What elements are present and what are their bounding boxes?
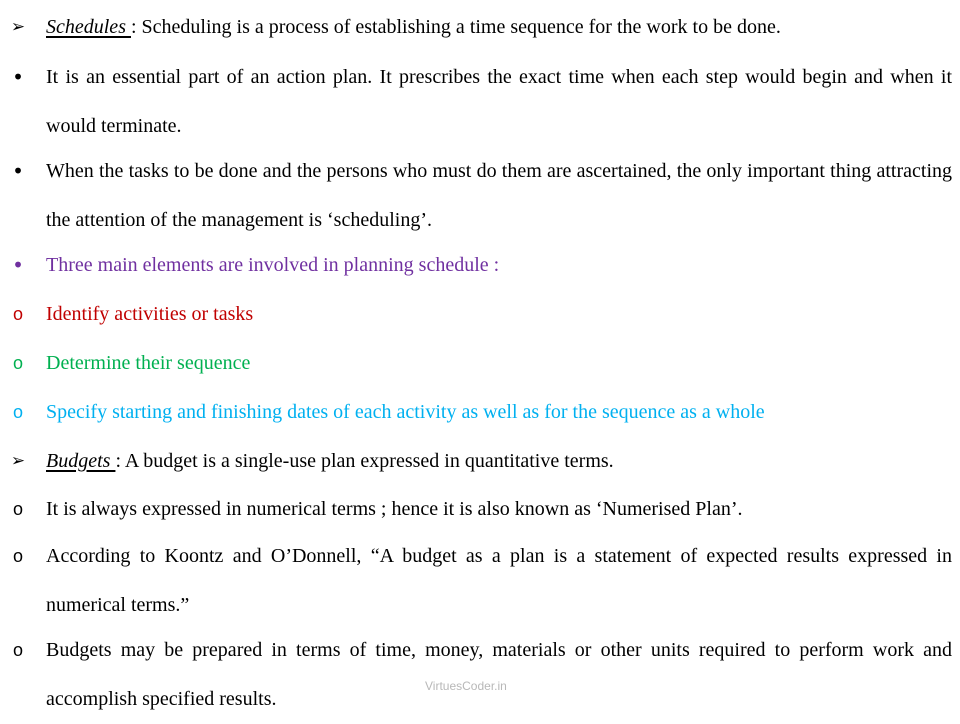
bullet-icon: •	[12, 253, 24, 277]
schedule-element-identify-text: Identify activities or tasks	[46, 303, 254, 325]
schedule-point-scheduling-text: When the tasks to be done and the persons who must do them are ascertained, the only important thing attracting the attention of the management is ‘scheduling’.	[46, 160, 952, 231]
budget-point-units-text: Budgets may be prepared in terms of time, money, materials or other units required to perform work and accomplish specified results.	[46, 639, 952, 710]
circle-bullet-icon: o	[12, 402, 23, 422]
watermark: VirtuesCoder.in	[425, 679, 507, 693]
schedule-element-dates	[12, 388, 952, 437]
budgets-heading	[10, 437, 952, 486]
schedule-elements-intro-text: Three main elements are involved in planning schedule :	[46, 254, 500, 276]
budget-point-koontz	[12, 532, 952, 630]
budget-point-koontz-text: According to Koontz and O’Donnell, “A budget as a plan is a statement of expected results expressed in numerical terms.”	[46, 545, 952, 616]
schedules-definition: : Scheduling is a process of establishing a time sequence for the work to be done.	[130, 16, 781, 38]
bullet-icon: •	[12, 65, 24, 89]
schedule-element-sequence	[12, 339, 952, 388]
budget-point-numerised	[12, 485, 952, 534]
schedule-element-dates-text: Specify starting and finishing dates of each activity as well as for the sequence as a whole	[46, 401, 765, 423]
schedule-point-action-plan-text: It is an essential part of an action plan. It prescribes the exact time when each step would begin and when it would terminate.	[46, 66, 952, 137]
budget-point-units	[12, 626, 952, 724]
circle-bullet-icon: o	[12, 304, 23, 324]
schedule-element-identify	[12, 290, 952, 339]
budgets-term: Budgets	[46, 450, 116, 472]
schedules-heading	[10, 3, 952, 52]
arrow-bullet-icon: ➢	[10, 17, 26, 37]
circle-bullet-icon: o	[12, 546, 23, 566]
circle-bullet-icon: o	[12, 499, 23, 519]
schedule-elements-intro	[12, 241, 952, 290]
budget-point-numerised-text: It is always expressed in numerical terms ; hence it is also known as ‘Numerised Plan’.	[46, 498, 743, 520]
budgets-definition: : A budget is a single-use plan expressed in quantitative terms.	[115, 450, 614, 472]
circle-bullet-icon: o	[12, 640, 23, 660]
arrow-bullet-icon: ➢	[10, 451, 26, 471]
schedules-term: Schedules	[46, 16, 131, 38]
schedule-element-sequence-text: Determine their sequence	[46, 352, 251, 374]
schedule-point-action-plan	[12, 53, 952, 151]
circle-bullet-icon: o	[12, 353, 23, 373]
bullet-icon: •	[12, 159, 24, 183]
schedule-point-scheduling	[12, 147, 952, 245]
